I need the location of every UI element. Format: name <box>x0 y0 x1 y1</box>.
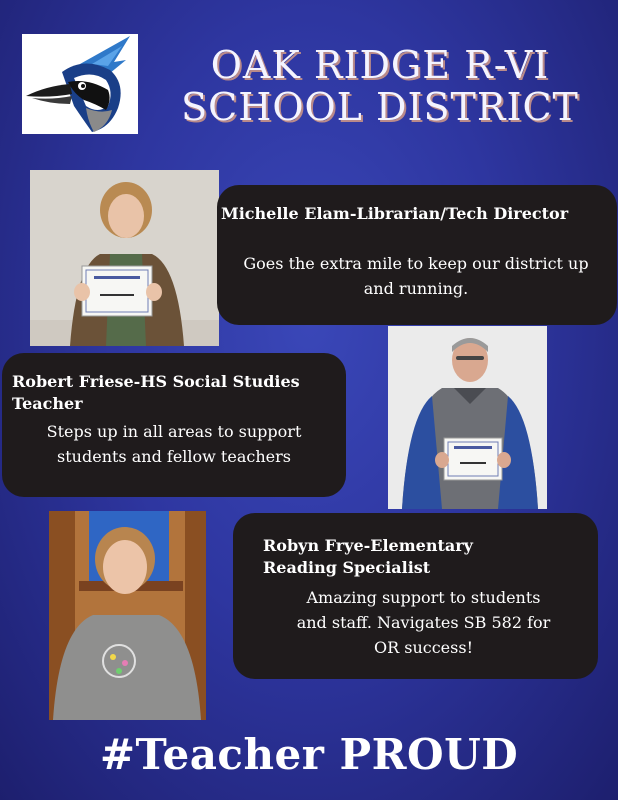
honoree-name-line-1: Robyn Frye-Elementary <box>263 536 473 555</box>
honoree-name-line-2: Reading Specialist <box>263 558 431 577</box>
honoree-description-line-2: and staff. Navigates SB 582 for <box>296 613 551 632</box>
photo-robyn-frye <box>49 511 206 720</box>
honoree-description-line-3: OR success! <box>373 638 473 657</box>
photo-michelle-elam <box>30 170 219 346</box>
photo-robert-friese <box>388 326 547 509</box>
honoree-name-line-2: Teacher <box>12 394 83 413</box>
district-logo <box>22 34 138 134</box>
district-title <box>150 44 610 128</box>
honoree-card-robyn-frye <box>233 513 598 679</box>
honoree-description-line-2: students and fellow teachers <box>57 447 291 466</box>
bluejay-icon <box>22 34 138 134</box>
title-line-2: SCHOOL DISTRICT <box>181 85 579 129</box>
honoree-name: Michelle Elam-Librarian/Tech Director <box>221 204 569 223</box>
honoree-description-line-1: Steps up in all areas to support <box>46 422 302 441</box>
honoree-name-line-1: Robert Friese-HS Social Studies <box>12 372 300 391</box>
honoree-description-line-1: Amazing support to students <box>306 588 541 607</box>
title-line-1: OAK RIDGE R-VI <box>210 43 550 87</box>
honoree-card-michelle-elam <box>217 185 617 325</box>
honoree-description: Goes the extra mile to keep our district up and running. <box>243 254 589 298</box>
honoree-card-robert-friese <box>2 353 346 497</box>
teacher-proud-hashtag: #Teacher PROUD <box>99 730 519 779</box>
